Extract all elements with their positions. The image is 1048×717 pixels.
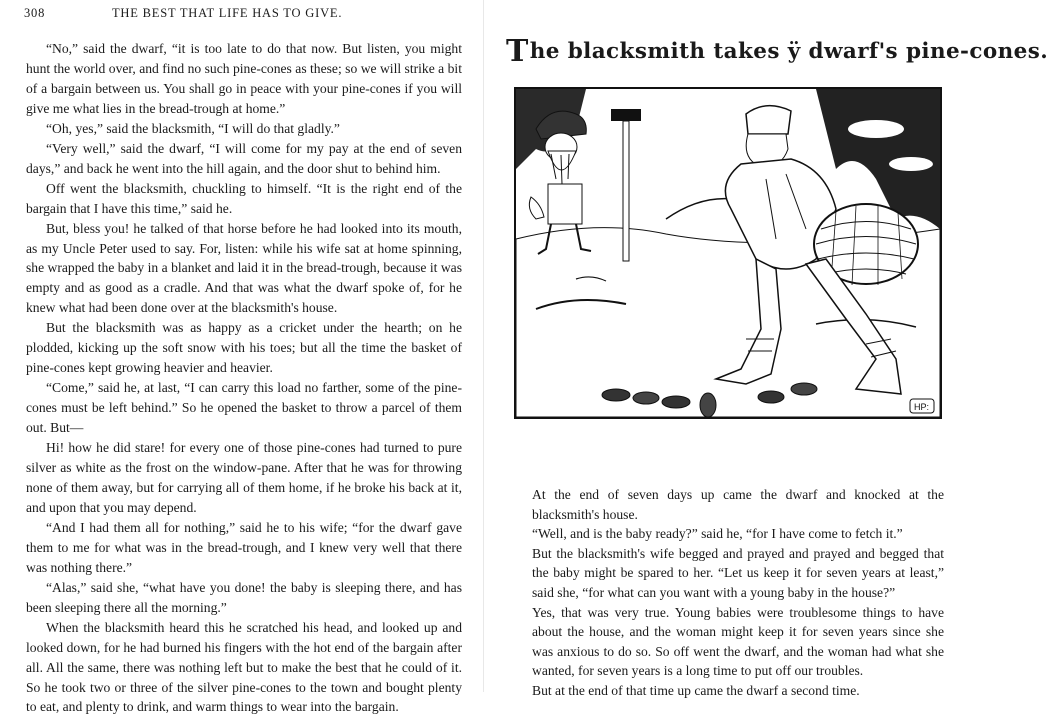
- paragraph: Hi! how he did stare! for every one of those pine-cones had turned to pure silver as white as the frost on the window-pane. After that he was for throwing none of them away, but for carrying all of them home, if he broke his back at it, and upon that you may depend.: [26, 440, 462, 515]
- running-title: THE BEST THAT LIFE HAS TO GIVE.: [112, 6, 343, 20]
- page-number: 308: [24, 6, 46, 20]
- running-head: [24, 6, 470, 22]
- right-page: [484, 0, 1048, 698]
- paragraph: But at the end of that time up came the dwarf a second time.: [532, 682, 860, 698]
- blacksmith-dwarf-illustration: [514, 87, 942, 419]
- paragraph: “Alas,” said she, “what have you done! the baby is sleeping there, and has been sleeping there all the morning.”: [26, 579, 462, 615]
- plate-title-initial: T: [506, 34, 529, 69]
- paragraph: Off went the blacksmith, chuckling to himself. “It is the right end of the bargain that I have this time,” said he.: [26, 180, 462, 216]
- paragraph: “Very well,” said the dwarf, “I will come for my pay at the end of seven days,” and back he went into the hill again, and the door shut to behind him.: [26, 140, 462, 176]
- plate-title: [506, 34, 1048, 69]
- paragraph: Yes, that was very true. Young babies were troublesome things to have about the house, and the woman might keep it for seven years since she was anxious to do so. So off went the dwarf, and the woman had what she wanted, for seven years is a long time to put off our troubles.: [532, 604, 944, 679]
- paragraph: But the blacksmith was as happy as a cricket under the hearth; on he plodded, kicking up the soft snow with his toes; but all the time the basket of pine-cones kept growing heavier and heavier.: [26, 320, 462, 376]
- monogram-text: HP:: [914, 402, 930, 412]
- paragraph: “Well, and is the baby ready?” said he, “for I have come to fetch it.”: [532, 526, 903, 542]
- artist-monogram: [910, 399, 934, 413]
- paragraph: At the end of seven days up came the dwarf and knocked at the blacksmith's house.: [532, 487, 944, 522]
- paragraph: When the blacksmith heard this he scratched his head, and looked up and looked down, for he had burned his fingers with the hot end of the bargain after all. All the same, there was nothing left but to make the best that he could of it. So he took two or three of the silver pine-cones to the town and bought plenty to eat, and plenty to drink, and warm things to wear into the bargain.: [26, 619, 462, 715]
- paragraph: But, bless you! he talked of that horse before he had looked into its mouth, as my Uncle Peter used to say. For, listen: while his wife sat at home spinning, she wrapped the baby in a blanket and laid it in the bread-trough, because it was empty and as good as a cradle. And that was what the dwarf spoke of, for he knew what had been done over at the blacksmith's house.: [26, 220, 462, 316]
- left-body-text: [26, 39, 462, 717]
- paragraph: “And I had them all for nothing,” said he to his wife; “for the dwarf gave them to me for what was in the bread-trough, and I knew very well that there was nothing there.”: [26, 519, 462, 575]
- illustration-drawing: [516, 89, 940, 417]
- left-page: [0, 0, 484, 715]
- paragraph: But the blacksmith's wife begged and prayed and prayed and begged that the baby might be spared to her. “Let us keep it for seven years at least,” said she, “for what can you want with a young baby in the house?”: [532, 545, 944, 600]
- right-body-text: [532, 485, 944, 701]
- paragraph: “Come,” said he, at last, “I can carry this load no farther, some of the pine-cones must be left behind.” So he opened the basket to throw a parcel of them out. But—: [26, 380, 462, 436]
- paragraph: “Oh, yes,” said the blacksmith, “I will do that gladly.”: [46, 120, 340, 136]
- paragraph: “No,” said the dwarf, “it is too late to do that now. But listen, you might hunt the world over, and find no such pine-cones as these; so we will strike a bit of a bargain between us. You shall go in peace with your pine-cones if you will give me what lies in the bread-trough at home.”: [26, 41, 462, 116]
- plate-title-text: he blacksmith takes ÿ dwarf's pine-cones.: [529, 39, 1048, 64]
